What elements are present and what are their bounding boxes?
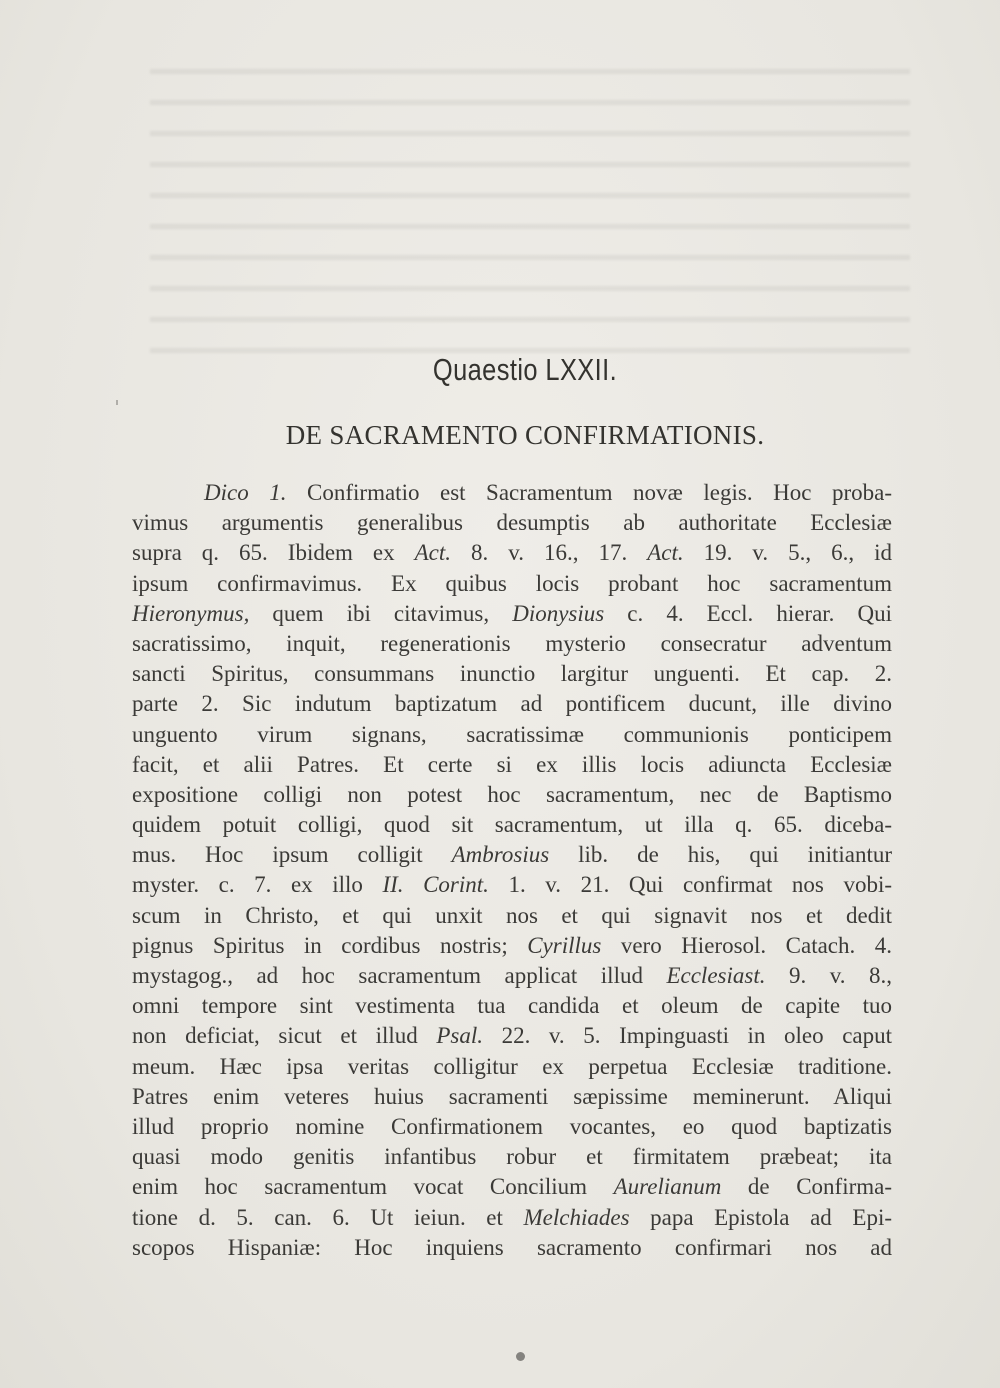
- text-run: Confirmatio est Sacramentum novæ legis. Hoc proba-: [286, 480, 892, 505]
- text-run: vero Hierosol. Catach. 4.: [601, 932, 892, 958]
- text-line: [132, 750, 892, 780]
- text-line: [132, 1082, 892, 1112]
- text-line: [132, 1021, 892, 1051]
- text-run: enim hoc sacramentum vocat Concilium: [132, 1174, 614, 1200]
- text-run: 8. v. 16., 17.: [451, 540, 648, 566]
- italic-citation: Act.: [647, 540, 684, 566]
- italic-citation: Aurelianum: [613, 1174, 722, 1200]
- text-run: 1. v. 21. Qui confirmat nos vobi-: [488, 872, 892, 898]
- italic-citation: Cyrillus: [527, 932, 602, 958]
- text-line: [132, 870, 892, 900]
- italic-citation: Dionysius: [512, 600, 605, 626]
- text-run: quasi modo genitis infantibus robur et firmitatem præbeat; ita: [132, 1144, 892, 1170]
- text-run: tione d. 5. can. 6. Ut ieiun. et: [132, 1204, 524, 1230]
- text-line: [132, 1112, 892, 1142]
- text-run: mus. Hoc ipsum colligit: [132, 842, 452, 868]
- text-line: [132, 810, 892, 840]
- text-run: unguento virum signans, sacratissimæ communionis ponticipem: [132, 721, 892, 747]
- text-line: [132, 478, 892, 508]
- italic-citation: Melchiades: [523, 1204, 630, 1230]
- text-run: sacratissimo, inquit, regenerationis mysterio consecratur adventum: [132, 630, 892, 656]
- text-run: scopos Hispaniæ: Hoc inquiens sacramento confirmari nos ad: [132, 1234, 892, 1260]
- italic-citation: Act.: [414, 540, 452, 566]
- page-title: Quaestio LXXII.: [432, 352, 618, 387]
- text-line: [132, 720, 892, 750]
- text-line: [132, 569, 892, 599]
- body-text: [132, 478, 892, 1263]
- italic-citation: II. Corint.: [382, 872, 489, 898]
- text-run: vimus argumentis generalibus desumptis ab authoritate Ecclesiæ: [132, 510, 892, 536]
- text-run: lib. de his, qui initiantur: [549, 842, 892, 868]
- text-run: illud proprio nomine Confirmationem vocantes, eo quod baptizatis: [132, 1113, 892, 1139]
- text-run: supra q. 65. Ibidem ex: [132, 540, 415, 566]
- text-line: [132, 599, 892, 629]
- text-line: [132, 629, 892, 659]
- text-line: [132, 901, 892, 931]
- text-run: scum in Christo, et qui unxit nos et qui signavit nos et dedit: [132, 902, 892, 928]
- text-run: quidem potuit colligi, quod sit sacramentum, ut illa q. 65. diceba-: [132, 812, 892, 838]
- text-run: 19. v. 5., 6., id: [683, 540, 892, 566]
- text-run: meum. Hæc ipsa veritas colligitur ex perpetua Ecclesiæ traditione.: [132, 1053, 892, 1079]
- ink-mark: [516, 1352, 525, 1361]
- text-line: [132, 1233, 892, 1263]
- text-run: parte 2. Sic indutum baptizatum ad pontificem ducunt, ille divino: [132, 691, 892, 717]
- show-through-text: [150, 55, 910, 355]
- text-line: [132, 508, 892, 538]
- italic-citation: Hieronymus,: [132, 600, 250, 626]
- text-run: omni tempore sint vestimenta tua candida et oleum de capite tuo: [132, 993, 892, 1019]
- text-run: Patres enim veteres huius sacramenti sæpissime meminerunt. Aliqui: [132, 1083, 892, 1109]
- italic-citation: Ambrosius: [451, 842, 550, 868]
- italic-citation: Psal.: [436, 1023, 483, 1049]
- text-run: papa Epistola ad Epi-: [629, 1204, 892, 1230]
- section-heading: DE SACRAMENTO CONFIRMATIONIS.: [285, 420, 765, 450]
- paper-speck: [116, 400, 118, 405]
- text-run: pignus Spiritus in cordibus nostris;: [132, 932, 528, 958]
- text-run: myster. c. 7. ex illo: [132, 872, 383, 898]
- text-line: [132, 1203, 892, 1233]
- italic-citation: Dico 1.: [204, 480, 287, 505]
- text-run: sancti Spiritus, consummans inunctio largitur unguenti. Et cap. 2.: [132, 661, 892, 687]
- text-run: mystagog., ad hoc sacramentum applicat illud: [132, 963, 667, 988]
- text-run: non deficiat, sicut et illud: [132, 1023, 437, 1049]
- text-run: c. 4. Eccl. hierar. Qui: [604, 600, 893, 626]
- text-run: de Confirma-: [721, 1174, 893, 1200]
- text-line: [132, 1052, 892, 1082]
- text-line: [132, 840, 892, 870]
- text-line: [132, 659, 892, 689]
- text-line: [132, 689, 892, 719]
- text-line: [132, 931, 892, 961]
- italic-citation: Ecclesiast.: [666, 963, 766, 988]
- text-line: [132, 780, 892, 810]
- text-run: ipsum confirmavimus. Ex quibus locis probant hoc sacramentum: [132, 570, 892, 596]
- text-run: 9. v. 8.,: [765, 963, 892, 988]
- text-line: [132, 538, 892, 568]
- text-run: expositione colligi non potest hoc sacramentum, nec de Baptismo: [132, 781, 892, 807]
- text-run: facit, et alii Patres. Et certe si ex illis locis adiuncta Ecclesiæ: [132, 751, 892, 777]
- text-line: [132, 1142, 892, 1172]
- text-line: [132, 1172, 892, 1202]
- text-run: 22. v. 5. Impinguasti in oleo caput: [482, 1023, 892, 1049]
- text-line: [132, 961, 892, 991]
- text-line: [132, 991, 892, 1021]
- text-run: quem ibi citavimus,: [249, 600, 513, 626]
